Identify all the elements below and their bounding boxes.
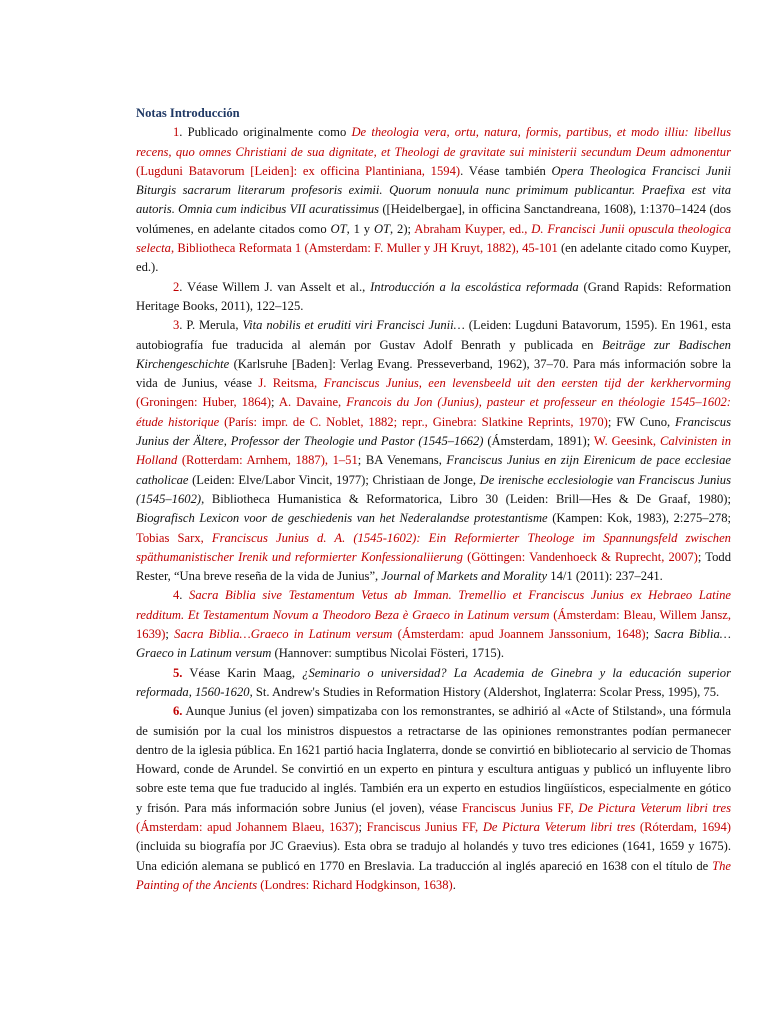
reference-link[interactable]: D. Francisci Junii opuscula theologica selecta [136, 221, 732, 256]
note-number: 1 [173, 125, 180, 140]
italic-text: Introducción a la escolástica reformada [370, 279, 579, 294]
note-4 [136, 586, 731, 663]
reference-link[interactable]: Sacra Biblia…Graeco in Latinum versum [174, 627, 393, 642]
italic-text: Sacra Biblia…Graeco in Latinum versum [136, 627, 731, 661]
note-1 [136, 123, 731, 277]
note-text: (en adelante citado como Kuyper, ed.). [136, 241, 732, 275]
note-2 [136, 278, 731, 317]
note-number: 3 [173, 318, 180, 333]
reference-link[interactable]: Franciscus Junius FF, [462, 800, 579, 815]
note-text: , St. Andrew's Studies in Reformation History (Aldershot, Inglaterra: Scolar Press, 1995), 75. [249, 684, 720, 699]
note-text: . Publicado originalmente como [179, 125, 352, 140]
reference-link[interactable]: Francois du Jon (Junius), pasteur et professeur en théologie 1545–1602: étude historique [136, 395, 732, 429]
italic-text: Franciscus Junius der Ältere, Professor der Theologie und Pastor (1545–1662) [136, 414, 731, 449]
note-text: (Ámsterdam, 1891); [483, 434, 594, 449]
note-5 [136, 664, 731, 703]
note-text: Aunque Junius (el joven) simpatizaba con los remonstrantes, se adhirió al «Acte of Stilstand», una fórmula de sumisión por la cual los ministros dispuestos a retractarse de las opiniones remonstrantes podían permanecer dentro de la iglesia pública. En 1621 partió hacia Inglaterra, donde se convirtió en bibliotecario al servicio de Thomas Howard, conde de Arundel. Se convirtió en un experto en pintura y escultura antiguas y publicó un influyente libro sobre este tema que fue traducido al inglés. También era un experto en estudios lingüísticos, especialmente en gótico y frisón. Para más información sobre Junius (el joven), véase [136, 704, 731, 815]
reference-link[interactable]: (Groningen: Huber, 1864) [136, 395, 272, 410]
note-text: ; BA Venemans, [357, 453, 447, 468]
reference-link[interactable]: De theologia vera, ortu, natura, formis, partibus, et modo illiu: libellus recens, quo omnes Christiani de sua dignitate, et Theologi de gravitate sui ministerii secundum Deum admonentur [136, 125, 731, 159]
note-3 [136, 316, 731, 586]
italic-text: OT [373, 221, 391, 236]
reference-link[interactable]: (París: impr. de C. Noblet, 1882; repr., Ginebra: Slatkine Reprints, 1970) [219, 414, 608, 429]
note-text: ; [271, 395, 279, 410]
reference-link[interactable]: (Róterdam, 1694) [635, 819, 731, 834]
note-text: . [452, 877, 456, 892]
reference-link[interactable]: Franciscus Junius FF, [366, 819, 483, 834]
italic-text: OT [330, 221, 347, 236]
reference-link[interactable]: De Pictura Veterum libri tres [482, 819, 636, 834]
reference-link[interactable]: (Ámsterdam: Bleau, Willem Jansz, 1639) [136, 607, 732, 642]
reference-link[interactable]: (Londres: Richard Hodgkinson, 1638) [257, 877, 453, 892]
note-number: 2 [173, 279, 180, 294]
note-text: (Grand Rapids: Reformation Heritage Books, 2011), 122–125. [136, 279, 731, 313]
reference-link[interactable]: Sacra Biblia sive Testamentum Vetus ab Imman. Tremellio et Franciscus Junius ex Hebraeo Latine redditum. Et Testamentum Novum a Theodoro Beza è Graeco in Latinum versum [136, 588, 732, 622]
reference-link[interactable]: (Göttingen: Vandenhoeck & Ruprecht, 2007) [462, 549, 698, 564]
reference-link[interactable]: J. Reitsma, [258, 376, 324, 391]
notes-heading: Notas Introducción [136, 106, 240, 120]
note-text: ; [165, 627, 175, 642]
reference-link[interactable]: (Ámsterdam: apud Joannem Janssonium, 1648) [392, 627, 646, 642]
reference-link[interactable]: Tobias Sarx, [136, 530, 212, 545]
note-text: , 2); [390, 221, 415, 236]
note-text: , Bibliotheca Humanistica & Reformatorica, Libro 30 (Leiden: Brill—Hes & De Graaf, 1980); [201, 491, 731, 506]
note-text: ; Todd Rester, “Una breve reseña de la vida de Junius”, [136, 549, 731, 584]
reference-link[interactable]: , Bibliotheca Reformata 1 (Amsterdam: F. Muller y JH Kruyt, 1882), 45-101 [170, 241, 558, 256]
note-text: . P. Merula, [179, 318, 243, 333]
note-text: (incluida su biografía por JC Graevius). Esta obra se tradujo al holandés y tuvo tres ediciones (1641, 1659 y 1675). Una edición alemana se publicó en 1770 en Breslavia. La traducción al inglés apareció en 1638 con el título de [136, 839, 731, 873]
reference-link[interactable]: W. Geesink, [593, 434, 660, 449]
note-text: Véase Karin Maag, [182, 665, 303, 680]
note-text: (Hannover: sumptibus Nicolai Fösteri, 1715). [271, 646, 504, 661]
italic-text: Franciscus Junius en zijn Eirenicum de pace ecclesiae catholicae [136, 453, 731, 487]
italic-text: Opera Theologica Francisci Junii Biturgis sacrarum literarum profesoris eximii. Quorum nonuula nunc primimum publicantur. Praefixa est vita autoris. Omnia cum indicibus VII acuratissimus [136, 163, 731, 217]
note-number: 6. [173, 704, 183, 719]
reference-link[interactable]: Calvinisten in Holland [136, 434, 732, 468]
italic-text: Beiträge zur Badischen Kirchengeschichte [136, 337, 731, 371]
note-text: ([Heidelbergae], in officina Sanctandreana, 1608), 1:1370–1424 (dos volúmenes, en adelante citados como [136, 202, 732, 236]
note-text: (Kampen: Kok, 1983), 2:275–278; [547, 511, 731, 526]
note-text: . Véase también [460, 163, 552, 178]
note-text: ; [358, 819, 367, 834]
reference-link[interactable]: (Ámsterdam: apud Johannem Blaeu, 1637) [136, 819, 359, 834]
italic-text: Vita nobilis et eruditi viri Francisci Junii… [242, 318, 465, 333]
reference-link[interactable]: The Painting of the Ancients [136, 858, 731, 892]
italic-text: ¿Seminario o universidad? La Academia de Ginebra y la educación superior reformada, 1560-1620 [136, 665, 731, 699]
note-number: 5. [173, 665, 183, 680]
reference-link[interactable]: Abraham Kuyper, ed., [414, 221, 532, 236]
note-text: 14/1 (2011): 237–241. [547, 569, 663, 584]
reference-link[interactable]: De Pictura Veterum libri tres [578, 800, 731, 815]
note-text: (Karlsruhe [Baden]: Verlag Evang. Presseverband, 1962), 37–70. Para más información sobre la vida de Junius, véase [136, 356, 731, 391]
note-text: (Leiden: Elve/Labor Vincit, 1977); Christiaan de Jonge, [188, 472, 480, 487]
italic-text: De irenische ecclesiologie van Franciscus Junius (1545–1602) [136, 472, 732, 506]
note-text: ; FW Cuno, [607, 414, 676, 429]
note-text: , 1 y [346, 221, 374, 236]
italic-text: Biografisch Lexicon voor de geschiedenis van het Nederalandse protestantisme [136, 511, 548, 526]
note-text: (Leiden: Lugduni Batavorum, 1595). En 1961, esta autobiografía fue traducida al alemán por Gustav Adolf Benrath y publicada en [136, 318, 731, 352]
reference-link[interactable]: (Rotterdam: Arnhem, 1887), 1–51 [177, 453, 358, 468]
note-text: ; [645, 627, 655, 642]
note-number: 4 [173, 588, 180, 603]
reference-link[interactable]: Franciscus Junius d. A. (1545-1602): Ein Reformierter Theologe im Spannungsfeld zwischen späthumanistischer Irenik und reformierter Konfessionaliierung [136, 530, 731, 564]
reference-link[interactable]: Franciscus Junius, een levensbeeld uit den eersten tijd der kerkhervorming [323, 376, 731, 391]
note-6 [136, 702, 731, 895]
note-text: . [179, 588, 190, 603]
note-text: . Véase Willem J. van Asselt et al., [179, 279, 371, 294]
reference-link[interactable]: A. Davaine, [278, 395, 347, 410]
italic-text: Journal of Markets and Morality [381, 569, 548, 584]
reference-link[interactable]: (Lugduni Batavorum [Leiden]: ex officina Plantiniana, 1594) [136, 163, 461, 178]
